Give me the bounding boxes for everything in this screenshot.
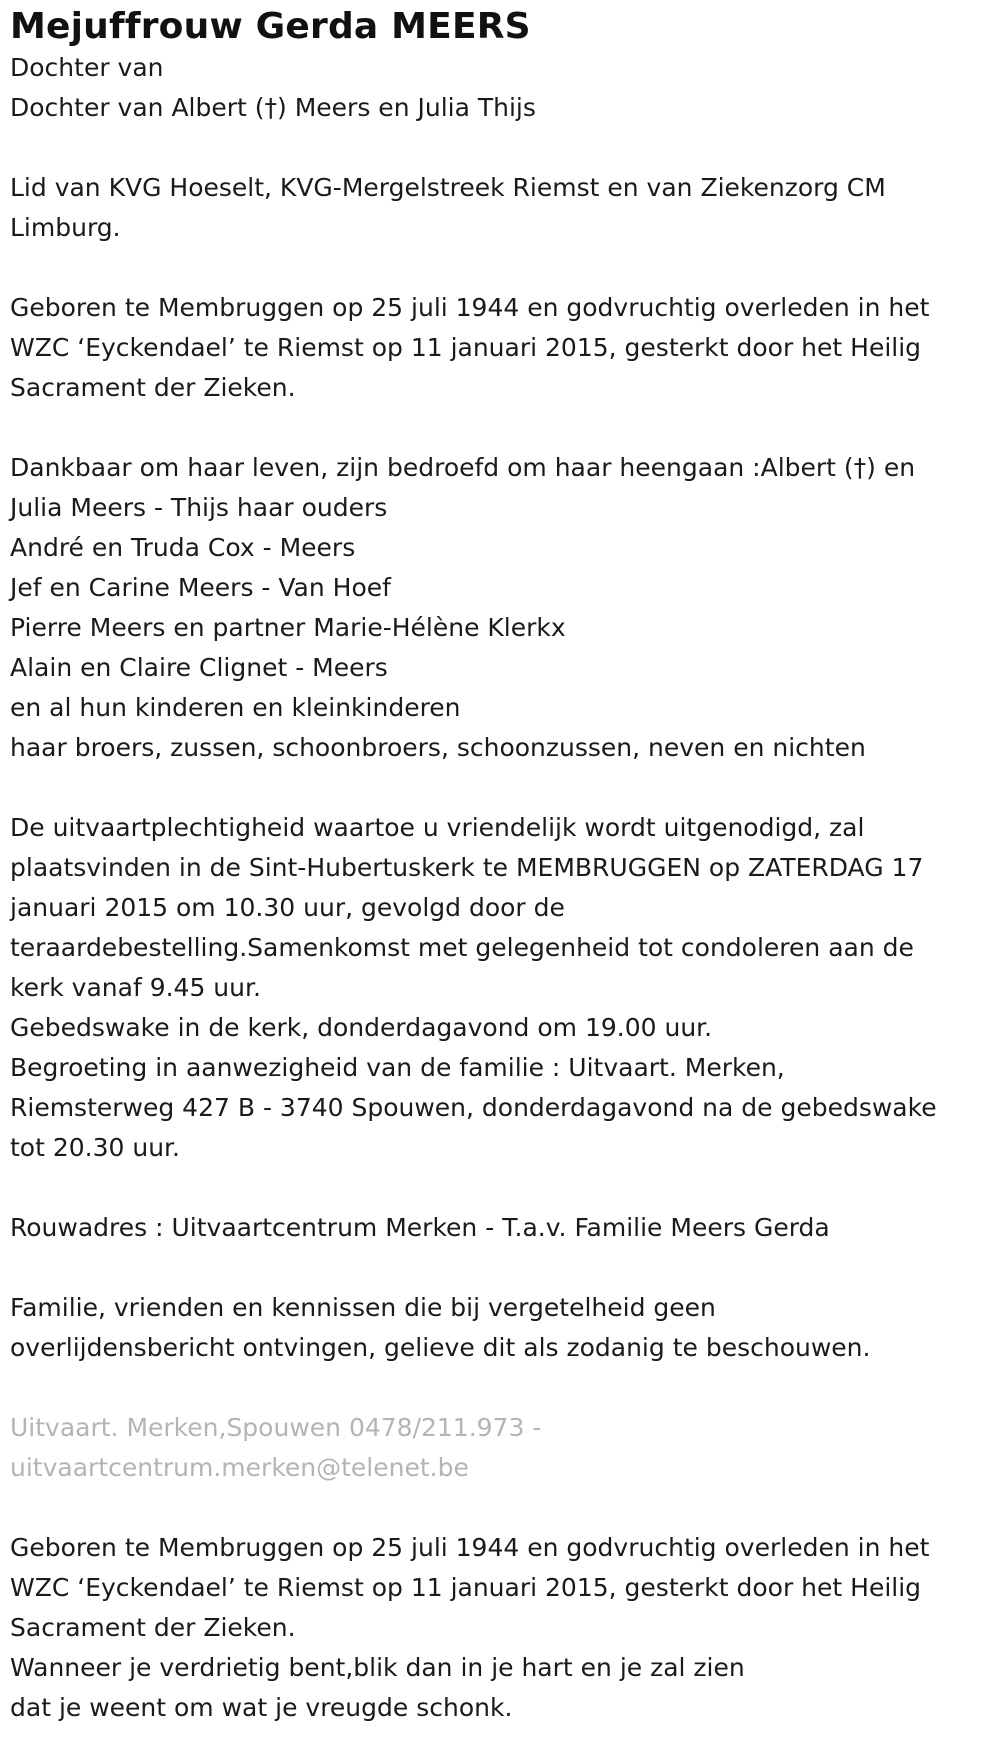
- family-line: Dankbaar om haar leven, zijn bedroefd om haar heengaan :Albert (†) en: [10, 453, 916, 482]
- address-section: [10, 1208, 990, 1248]
- membership-section: [10, 168, 990, 248]
- closing-line: dat je weent om wat je vreugde schonk.: [10, 1693, 513, 1722]
- birth-section: [10, 288, 990, 408]
- closing-section: [10, 1528, 990, 1728]
- funeral-line: teraardebestelling.Samenkomst met gelegenheid tot condoleren aan de: [10, 933, 914, 962]
- birth-line: Sacrament der Zieken.: [10, 373, 296, 402]
- funeral-line: tot 20.30 uur.: [10, 1133, 180, 1162]
- family-line: Alain en Claire Clignet - Meers: [10, 653, 388, 682]
- intro-line: Dochter van Albert (†) Meers en Julia Thijs: [10, 93, 536, 122]
- contact-section: [10, 1408, 990, 1488]
- family-line: en al hun kinderen en kleinkinderen: [10, 693, 461, 722]
- notice-line: overlijdensbericht ontvingen, gelieve dit als zodanig te beschouwen.: [10, 1333, 871, 1362]
- family-line: haar broers, zussen, schoonbroers, schoonzussen, neven en nichten: [10, 733, 866, 762]
- membership-line: Limburg.: [10, 213, 121, 242]
- funeral-line: De uitvaartplechtigheid waartoe u vriendelijk wordt uitgenodigd, zal: [10, 813, 865, 842]
- contact-email: uitvaartcentrum.merken@telenet.be: [10, 1453, 469, 1482]
- funeral-line: plaatsvinden in de Sint-Hubertuskerk te MEMBRUGGEN op ZATERDAG 17: [10, 853, 924, 882]
- family-line: Jef en Carine Meers - Van Hoef: [10, 573, 391, 602]
- contact-line: Uitvaart. Merken,Spouwen 0478/211.973 -: [10, 1413, 542, 1442]
- notice-section: [10, 1288, 990, 1368]
- birth-line: WZC ‘Eyckendael’ te Riemst op 11 januari 2015, gesterkt door het Heilig: [10, 333, 922, 362]
- membership-line: Lid van KVG Hoeselt, KVG-Mergelstreek Riemst en van Ziekenzorg CM: [10, 173, 886, 202]
- birth-line: Geboren te Membruggen op 25 juli 1944 en godvruchtig overleden in het: [10, 293, 930, 322]
- address-line: Rouwadres : Uitvaartcentrum Merken - T.a.v. Familie Meers Gerda: [10, 1213, 830, 1242]
- family-line: Pierre Meers en partner Marie-Hélène Klerkx: [10, 613, 566, 642]
- closing-line: WZC ‘Eyckendael’ te Riemst op 11 januari 2015, gesterkt door het Heilig: [10, 1573, 922, 1602]
- family-line: Julia Meers - Thijs haar ouders: [10, 493, 388, 522]
- funeral-line: Gebedswake in de kerk, donderdagavond om 19.00 uur.: [10, 1013, 713, 1042]
- notice-line: Familie, vrienden en kennissen die bij vergetelheid geen: [10, 1293, 716, 1322]
- family-line: André en Truda Cox - Meers: [10, 533, 356, 562]
- funeral-line: januari 2015 om 10.30 uur, gevolgd door de: [10, 893, 565, 922]
- funeral-section: [10, 808, 990, 1168]
- closing-line: Wanneer je verdrietig bent,blik dan in je hart en je zal zien: [10, 1653, 745, 1682]
- funeral-line: kerk vanaf 9.45 uur.: [10, 973, 261, 1002]
- family-section: [10, 448, 990, 768]
- intro-line: Dochter van: [10, 53, 164, 82]
- page-title: Mejuffrouw Gerda MEERS: [10, 6, 531, 47]
- funeral-line: Begroeting in aanwezigheid van de familie : Uitvaart. Merken,: [10, 1053, 785, 1082]
- intro-section: [10, 48, 990, 128]
- closing-line: Geboren te Membruggen op 25 juli 1944 en godvruchtig overleden in het: [10, 1533, 930, 1562]
- funeral-line: Riemsterweg 427 B - 3740 Spouwen, donderdagavond na de gebedswake: [10, 1093, 937, 1122]
- closing-line: Sacrament der Zieken.: [10, 1613, 296, 1642]
